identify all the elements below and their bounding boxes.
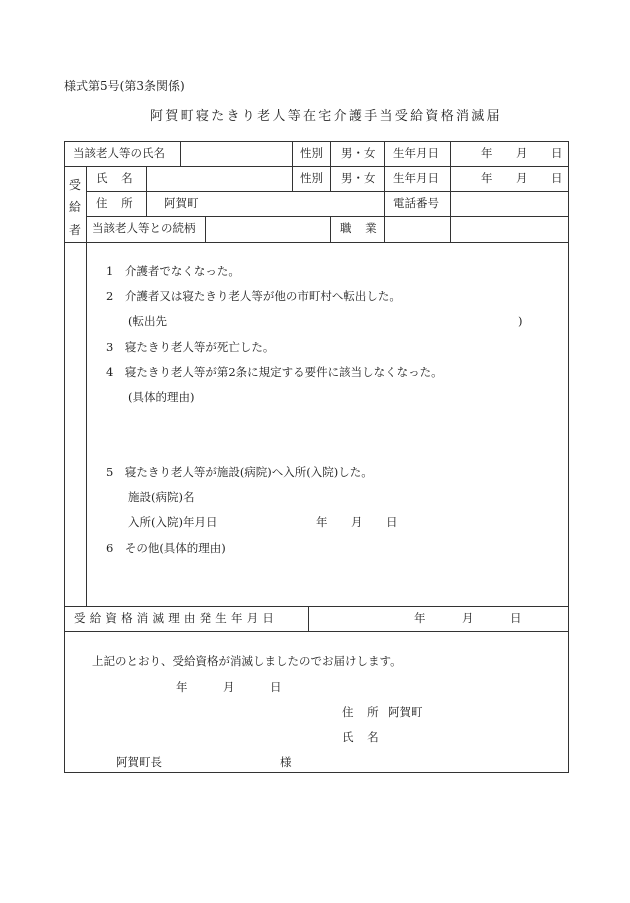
loss-date-year: 年 (414, 611, 426, 625)
recipient-sex-options[interactable]: 男・女 (341, 171, 376, 185)
relation-label: 当該老人等との続柄 (92, 221, 196, 235)
declaration-day: 日 (270, 680, 282, 694)
recipient-dob-day: 日 (551, 171, 563, 185)
recipient-dob-month: 月 (516, 171, 528, 185)
dob-year: 年 (481, 146, 493, 160)
addressee: 阿賀町長 (116, 755, 162, 769)
form-number: 様式第5号(第3条関係) (64, 79, 185, 93)
reason-1[interactable]: 1 介護者でなくなった。 (106, 264, 240, 278)
recipient-address-value: 阿賀町 (164, 196, 199, 210)
recipient-dob-year: 年 (481, 171, 493, 185)
recipient-dob-label: 生年月日 (393, 171, 439, 185)
dob-day: 日 (551, 146, 563, 160)
reason-4[interactable]: 4 寝たきり老人等が第2条に規定する要件に該当しなくなった。 (106, 365, 443, 379)
reason-4-detail: (具体的理由) (128, 390, 195, 404)
reason-5[interactable]: 5 寝たきり老人等が施設(病院)へ入所(入院)した。 (106, 465, 373, 479)
reason-6[interactable]: 6 その他(具体的理由) (106, 541, 226, 555)
reason-2-destination-close: ) (518, 314, 523, 328)
declaration-year: 年 (176, 680, 188, 694)
dob-month: 月 (516, 146, 528, 160)
reason-5-date: 入所(入院)年月日 (128, 515, 218, 529)
phone-label: 電話番号 (393, 196, 439, 210)
form-title: 阿賀町寝たきり老人等在宅介護手当受給資格消滅届 (150, 109, 502, 124)
loss-date-month: 月 (462, 611, 474, 625)
declaration-month: 月 (223, 680, 235, 694)
applicant-address-value: 阿賀町 (388, 705, 423, 719)
applicant-address-label: 住 所 (342, 705, 384, 719)
recipient-name-label: 氏 名 (96, 171, 138, 185)
applicant-name-label: 氏 名 (342, 730, 384, 744)
declaration-text: 上記のとおり、受給資格が消滅しましたのでお届けします。 (92, 654, 402, 668)
recipient-sex-label: 性別 (300, 171, 323, 185)
reason-3[interactable]: 3 寝たきり老人等が死亡した。 (106, 340, 275, 354)
recipient-group-label: 受 給 者 (69, 178, 82, 237)
honorific: 様 (280, 755, 292, 769)
reason-5-facility: 施設(病院)名 (128, 490, 195, 504)
sex-label: 性別 (300, 146, 323, 160)
reason-5-day: 日 (386, 515, 398, 529)
reason-2[interactable]: 2 介護者又は寝たきり老人等が他の市町村へ転出した。 (106, 289, 401, 303)
sex-options[interactable]: 男・女 (341, 146, 376, 160)
reason-5-year: 年 (316, 515, 328, 529)
reason-5-month: 月 (351, 515, 363, 529)
occupation-label: 職 業 (340, 221, 382, 235)
dob-label: 生年月日 (393, 146, 439, 160)
loss-date-day: 日 (510, 611, 522, 625)
recipient-address-label: 住 所 (96, 196, 138, 210)
elder-name-label: 当該老人等の氏名 (73, 146, 165, 160)
reason-2-destination: (転出先 (128, 314, 167, 328)
loss-date-label: 受給資格消滅理由発生年月日 (74, 611, 279, 625)
